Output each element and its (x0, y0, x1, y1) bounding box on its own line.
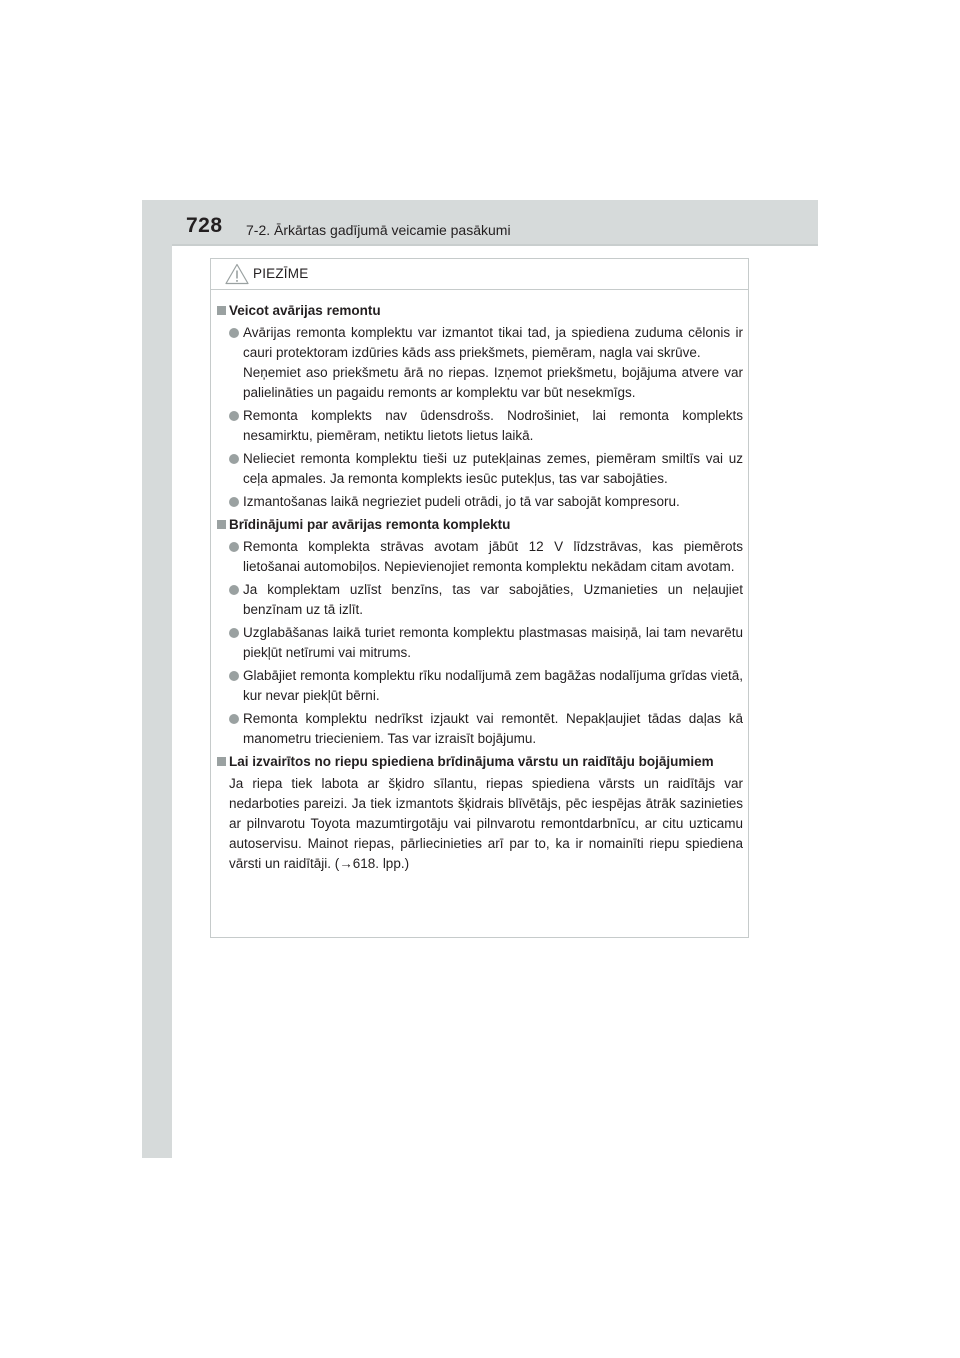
page-number: 728 (186, 214, 223, 237)
round-bullet-icon (229, 454, 239, 464)
list-item-text: Izmantošanas laikā negrieziet pudeli otrādi, jo tā var sabojāt kompresoru. (243, 494, 680, 509)
list-item (217, 580, 743, 620)
section-repair-kit-warnings (217, 515, 743, 535)
list-item-text: Neņemiet aso priekšmetu ārā no riepas. Izņemot priekšmetu, bojājuma atvere var palielināties un pagaidu remonts ar komplektu var būt nesekmīgs. (243, 365, 743, 400)
list-item (217, 323, 743, 403)
round-bullet-icon (229, 714, 239, 724)
list-item-text: Avārijas remonta komplektu var izmantot tikai tad, ja spiediena zuduma cēlonis ir cauri protektoram izdūries kāds ass priekšmets, piemēram, nagla vai skrūve. (243, 325, 743, 360)
section-valve-damage (217, 752, 743, 772)
list-item (217, 406, 743, 446)
list-item (217, 623, 743, 663)
list-item-text: Uzglabāšanas laikā turiet remonta komplektu plastmasas maisiņā, lai tam nevarētu piekļūt netīrumi vai mitrums. (243, 625, 743, 660)
section-title: Brīdinājumi par avārijas remonta komplektu (229, 517, 511, 532)
list-item-text: Remonta komplekts nav ūdensdrošs. Nodrošiniet, lai remonta komplekts nesamirktu, piemēram, netiktu lietots lietus laikā. (243, 408, 743, 443)
list-item-text: Glabājiet remonta komplektu rīku nodalījumā zem bagāžas nodalījuma grīdas vietā, kur nevar piekļūt bērni. (243, 668, 743, 703)
section-paragraph: Ja riepa tiek labota ar šķidro sīlantu, riepas spiediena vārsts un raidītājs var nedarboties pareizi. Ja tiek izmantots šķidrais blīvētājs, pēc iespējas ātrāk sazinieties ar pilnvarotu Toyota mazumtirgotāju vai pilnvarotu remontdarbnīcu, ar citu uzticamu autoservisu. Mainot riepas, pārliecinieties arī par to, ka ir nomainīti riepu spiediena vārsti un raidītāji. (→618. lpp.) (229, 776, 743, 871)
section-title: Veicot avārijas remontu (229, 303, 381, 318)
notice-header (211, 259, 748, 290)
list-item (217, 666, 743, 706)
chapter-title: 7-2. Ārkārtas gadījumā veicamie pasākumi (246, 222, 511, 238)
round-bullet-icon (229, 585, 239, 595)
list-item-text: Remonta komplekta strāvas avotam jābūt 12 V līdzstrāvas, kas piemērots lietošanai automobiļos. Nepievienojiet remonta komplektu nekādam citam avotam. (243, 539, 743, 574)
list-item (217, 449, 743, 489)
section-title: Lai izvairītos no riepu spiediena brīdinājuma vārstu un raidītāju bojājumiem (229, 754, 714, 769)
list-item-text: Nelieciet remonta komplektu tieši uz putekļainas zemes, piemēram smiltīs vai uz ceļa apmales. Ja remonta komplekts iesūc putekļus, tas var sabojāties. (243, 451, 743, 486)
notice-body (217, 301, 743, 874)
round-bullet-icon (229, 671, 239, 681)
section-emergency-repair (217, 301, 743, 321)
list-item (217, 537, 743, 577)
warning-triangle-icon (225, 263, 249, 285)
list-item-text: Remonta komplektu nedrīkst izjaukt vai remontēt. Nepakļaujiet tādas daļas kā manometru triecieniem. Tas var izraisīt bojājumu. (243, 711, 743, 746)
round-bullet-icon (229, 328, 239, 338)
square-bullet-icon (217, 520, 226, 529)
square-bullet-icon (217, 306, 226, 315)
round-bullet-icon (229, 628, 239, 638)
notice-box (210, 258, 749, 938)
notice-label: PIEZĪME (253, 266, 309, 281)
round-bullet-icon (229, 497, 239, 507)
list-item-text: Ja komplektam uzlīst benzīns, tas var sabojāties, Uzmanieties un neļaujiet benzīnam uz tā izlīt. (243, 582, 743, 617)
round-bullet-icon (229, 542, 239, 552)
square-bullet-icon (217, 757, 226, 766)
side-margin-band (142, 200, 172, 1158)
list-item (217, 709, 743, 749)
list-item (217, 492, 743, 512)
round-bullet-icon (229, 411, 239, 421)
header-rule (172, 244, 818, 246)
